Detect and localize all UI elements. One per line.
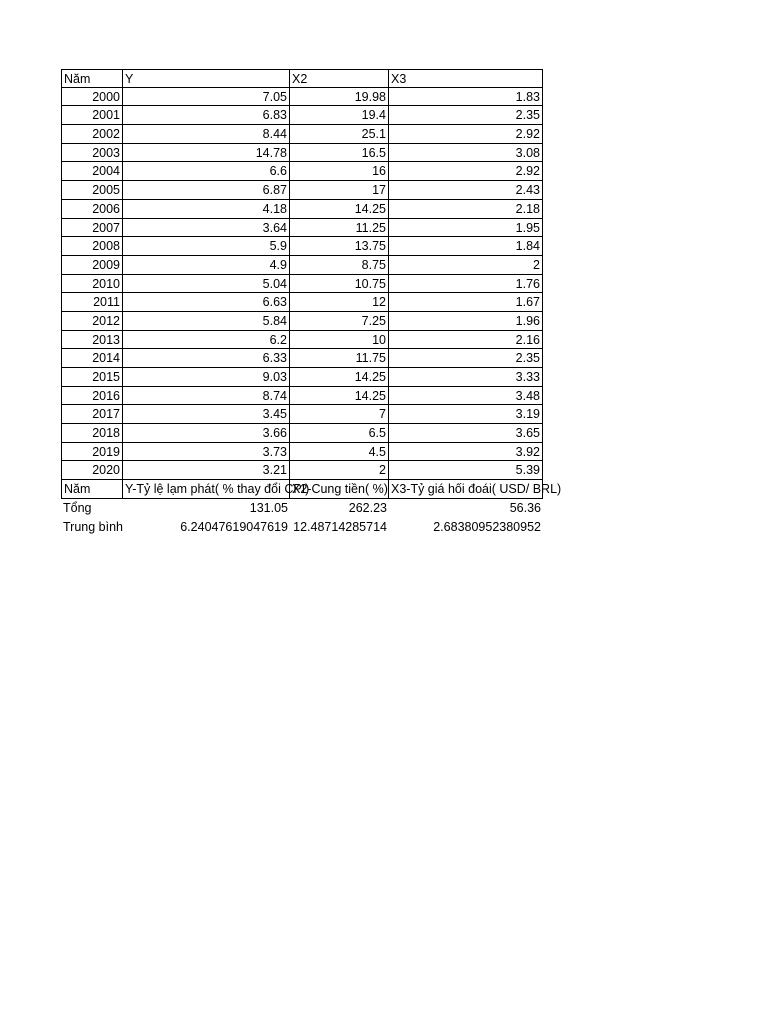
total-x2[interactable]: 262.23: [348, 500, 387, 515]
legend-cell-x2[interactable]: X2-Cung tiền( %): [290, 480, 389, 499]
cell-x2[interactable]: 14.25: [290, 387, 389, 406]
cell-year[interactable]: 2007: [61, 219, 123, 238]
legend-cell-x3[interactable]: X3-Tỷ giá hối đoái( USD/ BRL): [389, 480, 543, 499]
cell-year[interactable]: 2008: [61, 237, 123, 256]
cell-x2[interactable]: 16.5: [290, 144, 389, 163]
cell-x3[interactable]: 2.18: [389, 200, 543, 219]
cell-y[interactable]: 6.63: [123, 293, 290, 312]
table-row: [61, 219, 543, 238]
table-row: [61, 331, 543, 350]
table-row: [61, 88, 543, 107]
cell-x3[interactable]: 3.19: [389, 405, 543, 424]
header-cell-year[interactable]: Năm: [61, 69, 123, 88]
cell-x3[interactable]: 2.43: [389, 181, 543, 200]
table-row: [61, 181, 543, 200]
cell-x3[interactable]: 1.67: [389, 293, 543, 312]
cell-year[interactable]: 2013: [61, 331, 123, 350]
cell-x2[interactable]: 19.98: [290, 88, 389, 107]
cell-y[interactable]: 9.03: [123, 368, 290, 387]
cell-y[interactable]: 3.73: [123, 443, 290, 462]
cell-y[interactable]: 6.83: [123, 106, 290, 125]
cell-x3[interactable]: 3.92: [389, 443, 543, 462]
cell-x2[interactable]: 16: [290, 162, 389, 181]
cell-y[interactable]: 8.74: [123, 387, 290, 406]
total-row: [61, 499, 543, 518]
mean-label[interactable]: Trung bình: [63, 519, 123, 534]
cell-x2[interactable]: 7: [290, 405, 389, 424]
header-cell-x2[interactable]: X2: [290, 69, 389, 88]
cell-y[interactable]: 6.33: [123, 349, 290, 368]
cell-x3[interactable]: 2.92: [389, 162, 543, 181]
cell-x3[interactable]: 1.76: [389, 275, 543, 294]
cell-year[interactable]: 2006: [61, 200, 123, 219]
cell-x2[interactable]: 10: [290, 331, 389, 350]
table-row: [61, 125, 543, 144]
cell-x2[interactable]: 11.25: [290, 219, 389, 238]
cell-y[interactable]: 5.9: [123, 237, 290, 256]
cell-x3[interactable]: 2.35: [389, 349, 543, 368]
legend-cell-year[interactable]: Năm: [61, 480, 123, 499]
cell-x3[interactable]: 3.08: [389, 144, 543, 163]
table-row: [61, 144, 543, 163]
total-label[interactable]: Tổng: [63, 500, 92, 515]
cell-y[interactable]: 14.78: [123, 144, 290, 163]
table-row: [61, 162, 543, 181]
mean-row: [61, 518, 543, 537]
cell-x2[interactable]: 14.25: [290, 200, 389, 219]
cell-x3[interactable]: 1.83: [389, 88, 543, 107]
cell-x3[interactable]: 3.48: [389, 387, 543, 406]
header-row: [61, 69, 543, 88]
table-row: [61, 106, 543, 125]
cell-year[interactable]: 2019: [61, 443, 123, 462]
cell-x3[interactable]: 2.16: [389, 331, 543, 350]
cell-x3[interactable]: 1.84: [389, 237, 543, 256]
table-row: [61, 424, 543, 443]
cell-x3[interactable]: 3.33: [389, 368, 543, 387]
cell-y[interactable]: 7.05: [123, 88, 290, 107]
total-y[interactable]: 131.05: [249, 500, 288, 515]
spreadsheet: [61, 69, 562, 536]
cell-x2[interactable]: 4.5: [290, 443, 389, 462]
cell-year[interactable]: 2000: [61, 88, 123, 107]
cell-year[interactable]: 2018: [61, 424, 123, 443]
cell-x2[interactable]: 2: [290, 461, 389, 480]
cell-year[interactable]: 2020: [61, 461, 123, 480]
cell-x3[interactable]: 2.35: [389, 106, 543, 125]
cell-x2[interactable]: 10.75: [290, 275, 389, 294]
cell-x2[interactable]: 12: [290, 293, 389, 312]
header-cell-x3[interactable]: X3: [389, 69, 543, 88]
data-rows: [61, 88, 543, 480]
table-row: [61, 461, 543, 480]
mean-x2[interactable]: 12.48714285714: [293, 519, 387, 534]
table-row: [61, 443, 543, 462]
cell-y[interactable]: 3.64: [123, 219, 290, 238]
cell-x3[interactable]: 2.92: [389, 125, 543, 144]
cell-y[interactable]: 8.44: [123, 125, 290, 144]
table-row: [61, 405, 543, 424]
cell-y[interactable]: 5.84: [123, 312, 290, 331]
cell-x3[interactable]: 2: [389, 256, 543, 275]
cell-x3[interactable]: 1.96: [389, 312, 543, 331]
cell-x2[interactable]: 25.1: [290, 125, 389, 144]
table-row: [61, 237, 543, 256]
table-row: [61, 293, 543, 312]
cell-y[interactable]: 6.87: [123, 181, 290, 200]
cell-year[interactable]: 2017: [61, 405, 123, 424]
mean-y[interactable]: 6.24047619047619: [180, 519, 288, 534]
cell-x2[interactable]: 19.4: [290, 106, 389, 125]
table-row: [61, 256, 543, 275]
cell-y[interactable]: 3.45: [123, 405, 290, 424]
cell-x2[interactable]: 17: [290, 181, 389, 200]
cell-x3[interactable]: 3.65: [389, 424, 543, 443]
cell-x2[interactable]: 11.75: [290, 349, 389, 368]
legend-cell-y[interactable]: Y-Tỷ lệ lạm phát( % thay đổi CPI): [123, 480, 290, 499]
cell-year[interactable]: 2001: [61, 106, 123, 125]
cell-y[interactable]: 5.04: [123, 275, 290, 294]
cell-year[interactable]: 2003: [61, 144, 123, 163]
cell-year[interactable]: 2010: [61, 275, 123, 294]
cell-year[interactable]: 2011: [61, 293, 123, 312]
cell-y[interactable]: 6.6: [123, 162, 290, 181]
cell-x2[interactable]: 14.25: [290, 368, 389, 387]
header-cell-y[interactable]: Y: [123, 69, 290, 88]
cell-y[interactable]: 4.9: [123, 256, 290, 275]
cell-y[interactable]: 3.21: [123, 461, 290, 480]
table-row: [61, 312, 543, 331]
cell-x2[interactable]: 8.75: [290, 256, 389, 275]
table-row: [61, 349, 543, 368]
cell-x2[interactable]: 13.75: [290, 237, 389, 256]
cell-y[interactable]: 3.66: [123, 424, 290, 443]
cell-year[interactable]: 2002: [61, 125, 123, 144]
cell-x3[interactable]: 5.39: [389, 461, 543, 480]
cell-year[interactable]: 2004: [61, 162, 123, 181]
cell-year[interactable]: 2015: [61, 368, 123, 387]
cell-y[interactable]: 4.18: [123, 200, 290, 219]
total-x3[interactable]: 56.36: [509, 500, 541, 515]
cell-x2[interactable]: 6.5: [290, 424, 389, 443]
table-row: [61, 200, 543, 219]
table-row: [61, 368, 543, 387]
cell-year[interactable]: 2009: [61, 256, 123, 275]
cell-year[interactable]: 2016: [61, 387, 123, 406]
cell-year[interactable]: 2005: [61, 181, 123, 200]
cell-year[interactable]: 2014: [61, 349, 123, 368]
cell-x3[interactable]: 1.95: [389, 219, 543, 238]
table-row: [61, 387, 543, 406]
cell-year[interactable]: 2012: [61, 312, 123, 331]
mean-x3[interactable]: 2.68380952380952: [433, 519, 541, 534]
legend-row: [61, 480, 562, 499]
cell-x2[interactable]: 7.25: [290, 312, 389, 331]
cell-y[interactable]: 6.2: [123, 331, 290, 350]
table-row: [61, 275, 543, 294]
